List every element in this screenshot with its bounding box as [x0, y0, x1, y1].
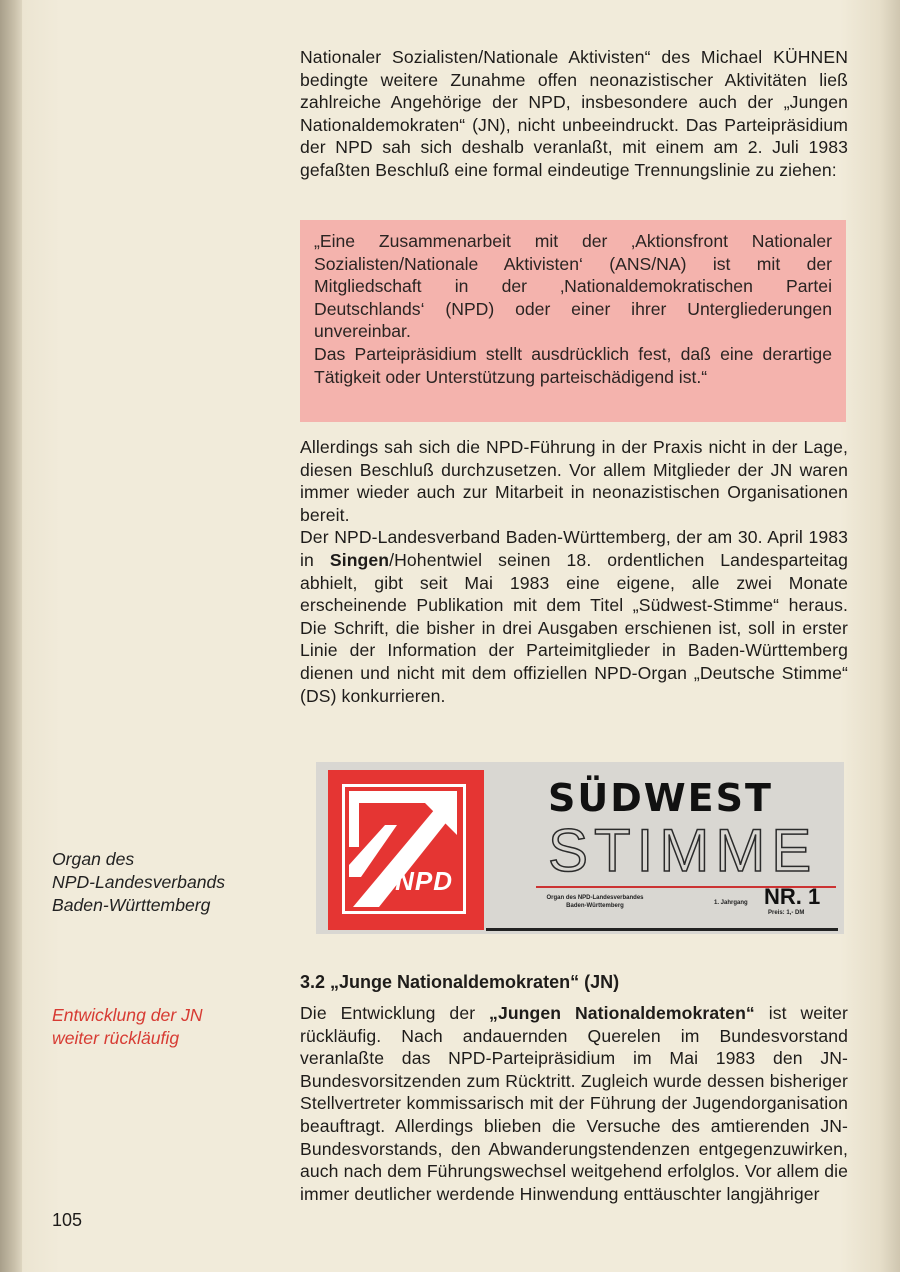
masthead-issue-number: NR. 1 [764, 884, 821, 909]
npd-logo [328, 770, 484, 930]
margin-note-organ-line-3: Baden-Württemberg [52, 895, 211, 915]
section-text-bold: „Jungen Nationaldemokraten“ [489, 1003, 755, 1023]
paragraph-npd-leadership [300, 436, 848, 707]
paragraph-intro [300, 46, 848, 182]
singen-bold: Singen [329, 549, 390, 570]
section-paragraph-text [300, 1002, 848, 1205]
section-text-start: Die Entwicklung der [300, 1003, 490, 1023]
section-paragraph [300, 1002, 848, 1205]
margin-note-jn-line-1: Entwicklung der JN [52, 1005, 203, 1025]
paragraph-landesverband [300, 526, 848, 707]
book-gutter [0, 0, 22, 1272]
masthead-organ-line-2: Baden-Württemberg [566, 903, 624, 909]
npd-logo-text: NPD [395, 866, 453, 896]
quote-line-2: Das Parteipräsidium stellt ausdrücklich fest, daß eine derartige Tätigkeit oder Unterstützung parteischädigend ist.“ [314, 343, 832, 387]
margin-note-organ-line-2: NPD-Landesverbands [52, 872, 226, 892]
margin-note-jn [52, 1004, 203, 1050]
quote-box [300, 220, 846, 422]
margin-note-jn-line-2: weiter rückläufig [52, 1028, 180, 1048]
margin-note-organ [52, 848, 225, 917]
masthead-divider-black [486, 928, 838, 931]
masthead-title-top: SÜDWEST [548, 776, 773, 820]
masthead-organ-line [530, 894, 660, 910]
section-text-end: ist weiter rückläufig. Nach andauernden Querelen im Bundesvorstand veranlaßte das NPD-Parteipräsidium im Mai 1983 den JN-Bundesvorsitzenden zum Rücktritt. Zugleich wurde dessen bisheriger Stellvertreter kommissarisch mit der Führung der Jugendorganisation beauftragt. Allerdings blieben die Versuche des amtierenden JN-Bundesvorstands, den Abwanderungstendenzen entgegenzuwirken, auch nach dem Führungswechsel weitgehend erfolglos. Vor allem die immer deutlicher werdende Hinwendung enttäuschter langjähriger [300, 1003, 848, 1204]
paragraph-landesverband-start: Der NPD-Landesverband Baden-Württemberg, der am 30. April 1983 in [300, 527, 848, 570]
paragraph-intro-text: Nationaler Sozialisten/Nationale Aktivisten“ des Michael KÜHNEN bedingte weitere Zunahme offen neonazistischer Aktivitäten ließ zahlreiche Angehörige der NPD, insbesondere auch der „Jungen Nationaldemokraten“ (JN), nicht unbeeindruckt. Das Parteipräsidium der NPD sah sich deshalb veranlaßt, mit einem am 2. Juli 1983 gefaßten Beschluß eine formal eindeutige Trennungslinie zu ziehen: [300, 47, 848, 180]
masthead-title-bottom: STIMME [548, 817, 818, 884]
quote-text [314, 230, 832, 388]
quote-line-1: „Eine Zusammenarbeit mit der ‚Aktionsfront Nationaler Sozialisten/Nationale Aktivisten‘ (ANS/NA) ist mit der Mitgliedschaft in der ‚Nationaldemokratischen Partei Deutschlands‘ (NPD) oder einer ihrer Untergliederungen unvereinbar. [314, 231, 832, 342]
npd-logo-frame [342, 784, 466, 914]
masthead-organ-line-1: Organ des NPD-Landesverbandes [546, 895, 644, 901]
page-number: 105 [52, 1210, 83, 1230]
section-heading: 3.2 „Junge Nationaldemokraten“ (JN) [300, 972, 620, 992]
paragraph-landesverband-end: /Hohentwiel seinen 18. ordentlichen Landesparteitag abhielt, gibt seit Mai 1983 eine eigene, alle zwei Monate erscheinende Publikation mit dem Titel „Südwest-Stimme“ heraus. Die Schrift, die bisher in drei Ausgaben erschienen ist, soll in erster Linie der Information der Parteimitglieder in Baden-Württemberg dienen und nicht mit dem offiziellen NPD-Organ „Deutsche Stimme“ (DS) konkurrieren. [300, 549, 848, 706]
paragraph-npd-leadership-a: Allerdings sah sich die NPD-Führung in der Praxis nicht in der Lage, diesen Beschluß durchzusetzen. Vor allem Mitglieder der JN waren immer wieder auch zur Mitarbeit in neonazistischen Organisationen bereit. [300, 437, 848, 525]
masthead-jahrgang: 1. Jahrgang [714, 900, 748, 906]
suedwest-stimme-masthead [316, 762, 844, 934]
margin-note-organ-line-1: Organ des [52, 849, 135, 869]
masthead-price: Preis: 1,- DM [768, 910, 805, 916]
